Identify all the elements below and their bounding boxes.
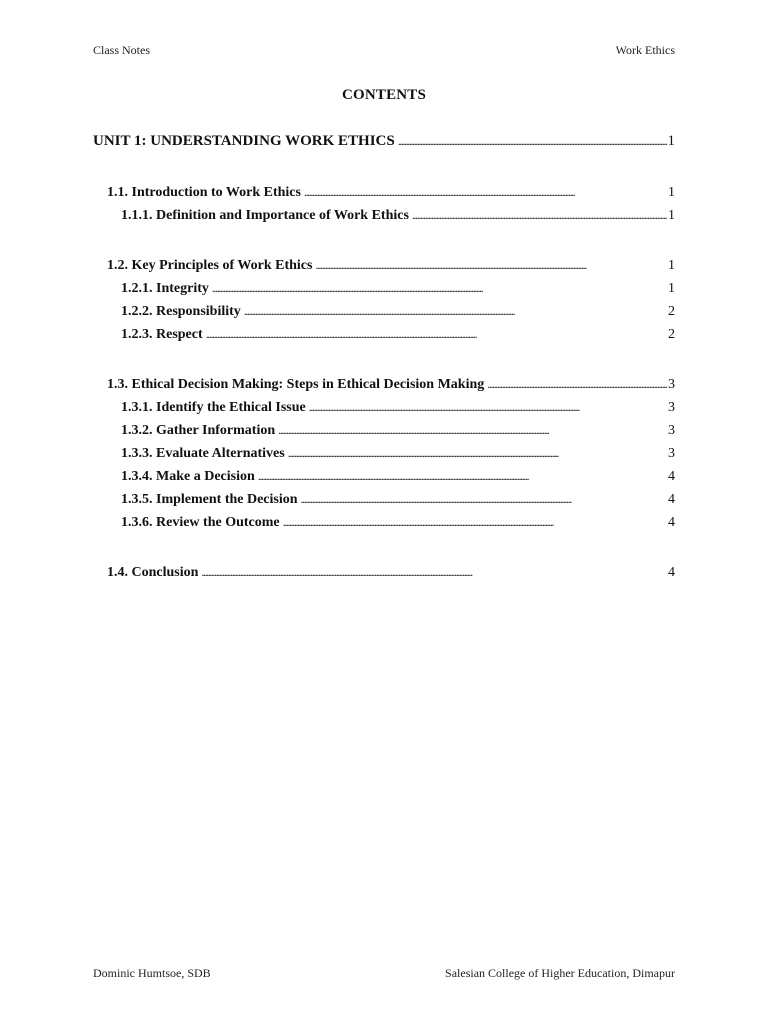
toc-page-number: 2 (668, 327, 675, 342)
toc-entry-1-2-2[interactable] (93, 300, 675, 323)
toc-page-number: 3 (668, 446, 675, 461)
page-title: CONTENTS (341, 87, 427, 103)
dot-leader (309, 396, 667, 419)
toc-entry-label: 1.3.5. Implement the Decision (121, 492, 298, 507)
toc-page-number: 3 (668, 423, 675, 438)
toc-page-number: 1 (668, 208, 675, 223)
dot-leader (258, 465, 667, 488)
dot-leader (301, 488, 667, 511)
header-right-text: Work Ethics (615, 43, 675, 57)
dot-leader (304, 181, 667, 204)
footer-author-text: Dominic Humtsoe, SDB (93, 966, 211, 980)
toc-entry-label: 1.3.1. Identify the Ethical Issue (121, 400, 306, 415)
toc-entry-label: 1.3.6. Review the Outcome (121, 515, 280, 530)
dot-leader (412, 204, 667, 227)
toc-entry-1-3-5[interactable] (93, 488, 675, 511)
toc-entry-1-3-6[interactable] (93, 511, 675, 534)
dot-leader (487, 373, 667, 396)
dot-leader (398, 130, 667, 153)
toc-page-number: 4 (668, 565, 675, 580)
toc-page-number: 1 (667, 133, 675, 149)
toc-entry-label: 1.3. Ethical Decision Making: Steps in Ethical Decision Making (107, 377, 485, 392)
toc-entry-1-3-3[interactable] (93, 442, 675, 465)
toc-entry-1-2-3[interactable] (93, 323, 675, 346)
dot-leader (283, 511, 667, 534)
table-of-contents (93, 130, 675, 584)
toc-entry-1-3-1[interactable] (93, 396, 675, 419)
toc-page-number: 4 (668, 492, 675, 507)
dot-leader (201, 561, 667, 584)
toc-page-number: 3 (668, 400, 675, 415)
dot-leader (315, 254, 667, 277)
toc-page-number: 1 (668, 185, 675, 200)
toc-entry-label: 1.3.2. Gather Information (121, 423, 276, 438)
toc-page-number: 2 (668, 304, 675, 319)
toc-entry-1-4[interactable] (93, 561, 675, 584)
toc-entry-label: 1.2.1. Integrity (121, 281, 209, 296)
toc-entry-label: 1.3.3. Evaluate Alternatives (121, 446, 285, 461)
toc-entry-1-3[interactable] (93, 373, 675, 396)
toc-entry-1-3-4[interactable] (93, 465, 675, 488)
dot-leader (212, 277, 667, 300)
toc-entry-label: UNIT 1: UNDERSTANDING WORK ETHICS (93, 133, 395, 149)
toc-entry-label: 1.2.2. Responsibility (121, 304, 241, 319)
toc-entry-label: 1.1.1. Definition and Importance of Work Ethics (121, 208, 409, 223)
toc-entry-1-3-2[interactable] (93, 419, 675, 442)
toc-page-number: 4 (668, 469, 675, 484)
toc-entry-label: 1.1. Introduction to Work Ethics (107, 185, 301, 200)
toc-entry-label: 1.2. Key Principles of Work Ethics (107, 258, 313, 273)
toc-entry-1-1-1[interactable] (93, 204, 675, 227)
toc-entry-label: 1.4. Conclusion (107, 565, 199, 580)
dot-leader (278, 419, 667, 442)
dot-leader (244, 300, 667, 323)
toc-page-number: 3 (668, 377, 675, 392)
toc-page-number: 1 (668, 258, 675, 273)
toc-entry-unit-1[interactable] (93, 130, 675, 153)
toc-page-number: 1 (668, 281, 675, 296)
dot-leader (206, 323, 667, 346)
toc-entry-1-2-1[interactable] (93, 277, 675, 300)
toc-entry-1-2[interactable] (93, 254, 675, 277)
toc-page-number: 4 (668, 515, 675, 530)
toc-entry-1-1[interactable] (93, 181, 675, 204)
toc-entry-label: 1.3.4. Make a Decision (121, 469, 255, 484)
footer-institution-text: Salesian College of Higher Education, Dimapur (445, 966, 675, 980)
dot-leader (288, 442, 667, 465)
toc-entry-label: 1.2.3. Respect (121, 327, 203, 342)
header-left-text: Class Notes (93, 43, 150, 57)
